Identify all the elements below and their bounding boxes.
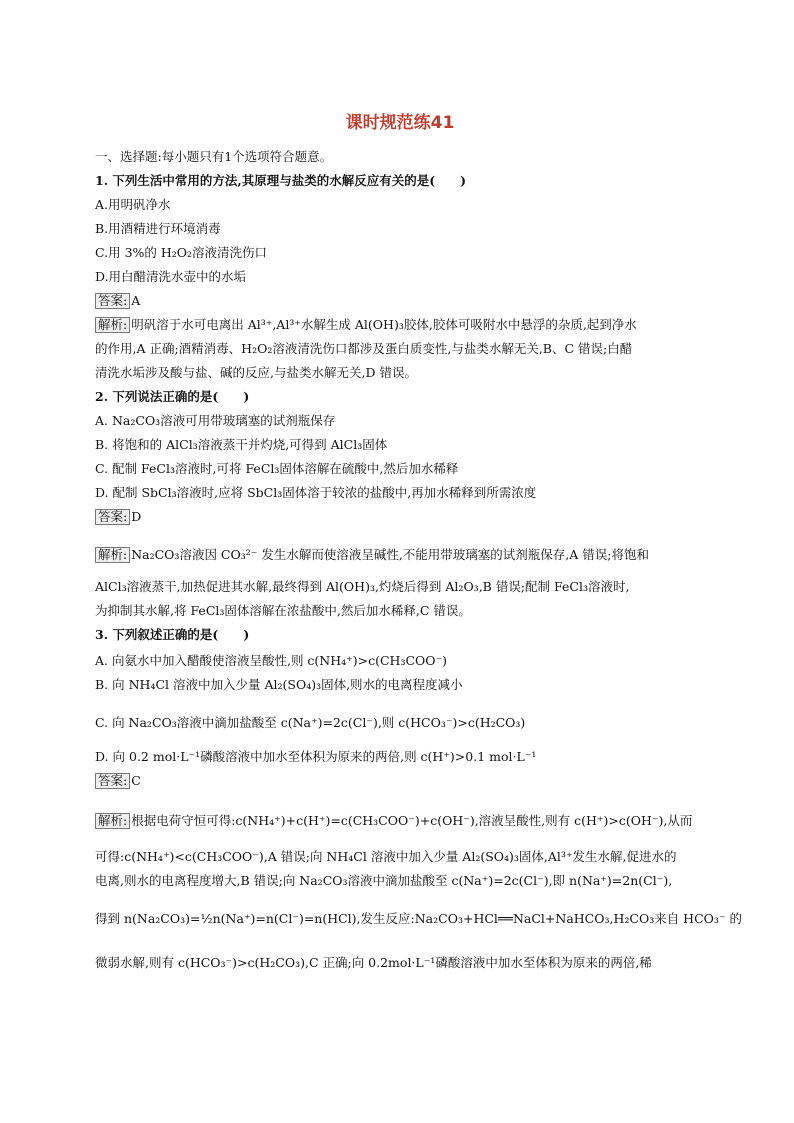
q1-stem: 1. 下列生活中常用的方法,其原理与盐类的水解反应有关的是( )	[95, 173, 467, 188]
q2-stem: 2. 下列说法正确的是( )	[95, 389, 250, 404]
q1-analysis-line-2: 的作用,A 正确;酒精消毒、H₂O₂溶液清洗伤口都涉及蛋白质变性,与盐类水解无关,B、C 错误;白醋	[95, 341, 633, 356]
q2-analysis-line-2: AlCl₃溶液蒸干,加热促进其水解,最终得到 Al(OH)₃,灼烧后得到 Al₂O₃,B 错误;配制 FeCl₃溶液时,	[95, 579, 630, 594]
q3-analysis-line-3: 电离,则水的电离程度增大,B 错误;向 Na₂CO₃溶液中滴加盐酸至 c(Na⁺)=2c(Cl⁻),即 n(Na⁺)=2n(Cl⁻),	[95, 873, 673, 888]
q2-option-b: B. 将饱和的 AlCl₃溶液蒸干并灼烧,可得到 AlCl₃固体	[95, 437, 388, 452]
analysis-tag: 解析:	[95, 317, 130, 333]
analysis-tag: 解析:	[95, 547, 130, 563]
section-heading: 一、选择题:每小题只有1个选项符合题意。	[95, 149, 333, 164]
q3-analysis-line-4: 得到 n(Na₂CO₃)=½n(Na⁺)=n(Cl⁻)=n(HCl),发生反应:Na₂CO₃+HCl══NaCl+NaHCO₃,H₂CO₃来自 HCO₃⁻ 的	[95, 911, 742, 926]
q1-answer	[95, 293, 715, 309]
q3-analysis-line-2: 可得:c(NH₄⁺)<c(CH₃COO⁻),A 错误;向 NH₄Cl 溶液中加入少量 Al₂(SO₄)₃固体,Al³⁺发生水解,促进水的	[95, 849, 677, 864]
q3-stem: 3. 下列叙述正确的是( )	[95, 627, 250, 642]
q2-answer-value: D	[131, 509, 142, 524]
q3-option-c: C. 向 Na₂CO₃溶液中滴加盐酸至 c(Na⁺)=2c(Cl⁻),则 c(HCO₃⁻)>c(H₂CO₃)	[95, 715, 526, 730]
answer-tag: 答案:	[95, 293, 130, 309]
q1-answer-value: A	[131, 293, 141, 308]
answer-tag: 答案:	[95, 509, 130, 525]
q1-option-b: B.用酒精进行环境消毒	[95, 221, 221, 236]
q3-answer	[95, 773, 715, 789]
q2-option-a: A. Na₂CO₃溶液可用带玻璃塞的试剂瓶保存	[95, 413, 336, 428]
q3-option-b: B. 向 NH₄Cl 溶液中加入少量 Al₂(SO₄)₃固体,则水的电离程度减小	[95, 677, 463, 692]
q2-analysis-line-3: 为抑制其水解,将 FeCl₃固体溶解在浓盐酸中,然后加水稀释,C 错误。	[95, 603, 471, 618]
q2-analysis-line-1: 解析: Na₂CO₃溶液因 CO₃²⁻ 发生水解而使溶液呈碱性,不能用带玻璃塞的试剂瓶保存,A 错误;将饱和	[95, 547, 715, 563]
q3-analysis-line-1: 解析: 根据电荷守恒可得:c(NH₄⁺)+c(H⁺)=c(CH₃COO⁻)+c(OH⁻),溶液呈酸性,则有 c(H⁺)>c(OH⁻),从而	[95, 813, 715, 829]
q1-option-a: A.用明矾净水	[95, 197, 171, 212]
analysis-tag: 解析:	[95, 813, 130, 829]
q1-analysis-line-1: 解析: 明矾溶于水可电离出 Al³⁺,Al³⁺水解生成 Al(OH)₃胶体,胶体可吸附水中悬浮的杂质,起到净水	[95, 317, 715, 333]
answer-tag: 答案:	[95, 773, 130, 789]
q1-analysis-line-3: 清洗水垢涉及酸与盐、碱的反应,与盐类水解无关,D 错误。	[95, 365, 417, 380]
q2-option-c: C. 配制 FeCl₃溶液时,可将 FeCl₃固体溶解在硫酸中,然后加水稀释	[95, 461, 459, 476]
q2-answer	[95, 509, 715, 525]
q3-analysis-line-5: 微弱水解,则有 c(HCO₃⁻)>c(H₂CO₃),C 正确;向 0.2mol·L⁻¹磷酸溶液中加水至体积为原来的两倍,稀	[95, 955, 652, 970]
q3-option-a: A. 向氨水中加入醋酸使溶液呈酸性,则 c(NH₄⁺)>c(CH₃COO⁻)	[95, 653, 447, 668]
page-title: 课时规范练41	[345, 113, 455, 133]
q3-answer-value: C	[131, 773, 141, 788]
q1-option-d: D.用白醋清洗水壶中的水垢	[95, 269, 247, 284]
q3-option-d: D. 向 0.2 mol·L⁻¹磷酸溶液中加水至体积为原来的两倍,则 c(H⁺)>0.1 mol·L⁻¹	[95, 749, 537, 764]
q1-option-c: C.用 3%的 H₂O₂溶液清洗伤口	[95, 245, 268, 260]
q2-option-d: D. 配制 SbCl₃溶液时,应将 SbCl₃固体溶于较浓的盐酸中,再加水稀释到所需浓度	[95, 485, 537, 500]
